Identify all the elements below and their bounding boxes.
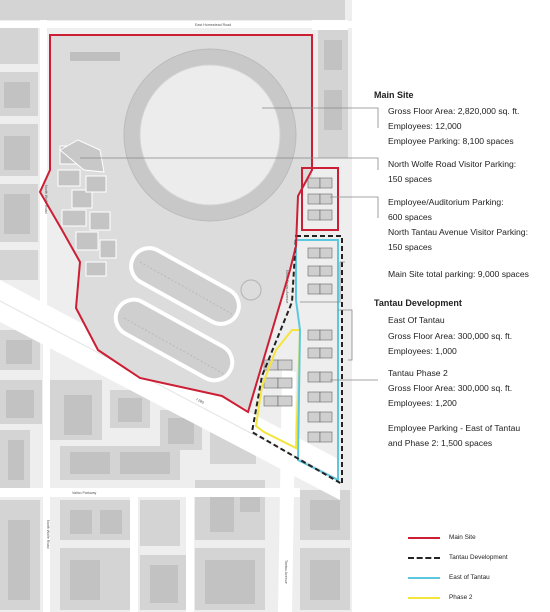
street-label-i280: I-280 <box>195 397 205 405</box>
phase2-title: Tantau Phase 2 <box>388 368 448 378</box>
tantau-parking-line1: Employee Parking - East of Tantau <box>388 423 521 433</box>
street-label-vallco: Vallco Parkway <box>72 491 97 495</box>
main-site-parking: Employee Parking: 8,100 spaces <box>388 136 514 146</box>
legend-item-phase-2 <box>408 592 548 604</box>
legend-item-east-of-tantau <box>408 572 548 584</box>
east-of-tantau-employees: Employees: 1,000 <box>388 346 457 356</box>
legend-item-main-site <box>408 532 548 544</box>
north-wolfe-visitor-parking: North Wolfe Road Visitor Parking: <box>388 159 517 169</box>
auditorium-spaces: 600 spaces <box>388 212 432 222</box>
street-label-tantau-south: Tantau Avenue <box>284 560 288 584</box>
legend-label: Phase 2 <box>449 594 473 601</box>
phase2-area: Gross Floor Area: 300,000 sq. ft. <box>388 383 513 393</box>
legend-swatch-phase-2 <box>408 597 440 599</box>
east-of-tantau-title: East Of Tantau <box>388 315 445 325</box>
legend-label: Main Site <box>449 534 476 541</box>
tantau-visitor-spaces: 150 spaces <box>388 242 432 252</box>
street-label-north-tantau: North Tantau Avenue <box>285 270 289 304</box>
legend-swatch-east-of-tantau <box>408 577 440 579</box>
north-wolfe-visitor-spaces: 150 spaces <box>388 174 432 184</box>
east-of-tantau-area: Gross Floor Area: 300,000 sq. ft. <box>388 331 513 341</box>
ring-courtyard <box>140 65 280 205</box>
tantau-development-title: Tantau Development <box>374 298 462 308</box>
street-label-homestead: East Homestead Road <box>195 23 232 27</box>
auditorium-circle <box>241 280 261 300</box>
tantau-visitor-parking: North Tantau Avenue Visitor Parking: <box>388 227 528 237</box>
phase2-buildings <box>264 360 292 406</box>
legend-label: Tantau Development <box>449 554 508 561</box>
main-site-title: Main Site <box>374 90 414 100</box>
main-site-employees: Employees: 12,000 <box>388 121 462 131</box>
phase2-employees: Employees: 1,200 <box>388 398 457 408</box>
legend-swatch-tantau-development <box>408 557 440 559</box>
street-label-north-wolfe: North Wolfe Road <box>44 185 48 214</box>
auditorium-parking: Employee/Auditorium Parking: <box>388 197 504 207</box>
top-left-building <box>70 52 120 61</box>
street-label-wolfe-south: North Wolfe Road <box>46 520 50 549</box>
legend-label: East of Tantau <box>449 574 490 581</box>
main-site-area: Gross Floor Area: 2,820,000 sq. ft. <box>388 106 520 116</box>
legend-item-tantau-development <box>408 552 548 564</box>
main-site-total-parking: Main Site total parking: 9,000 spaces <box>388 269 529 279</box>
legend-swatch-main-site <box>408 537 440 539</box>
tantau-parking-line2: and Phase 2: 1,500 spaces <box>388 438 493 448</box>
